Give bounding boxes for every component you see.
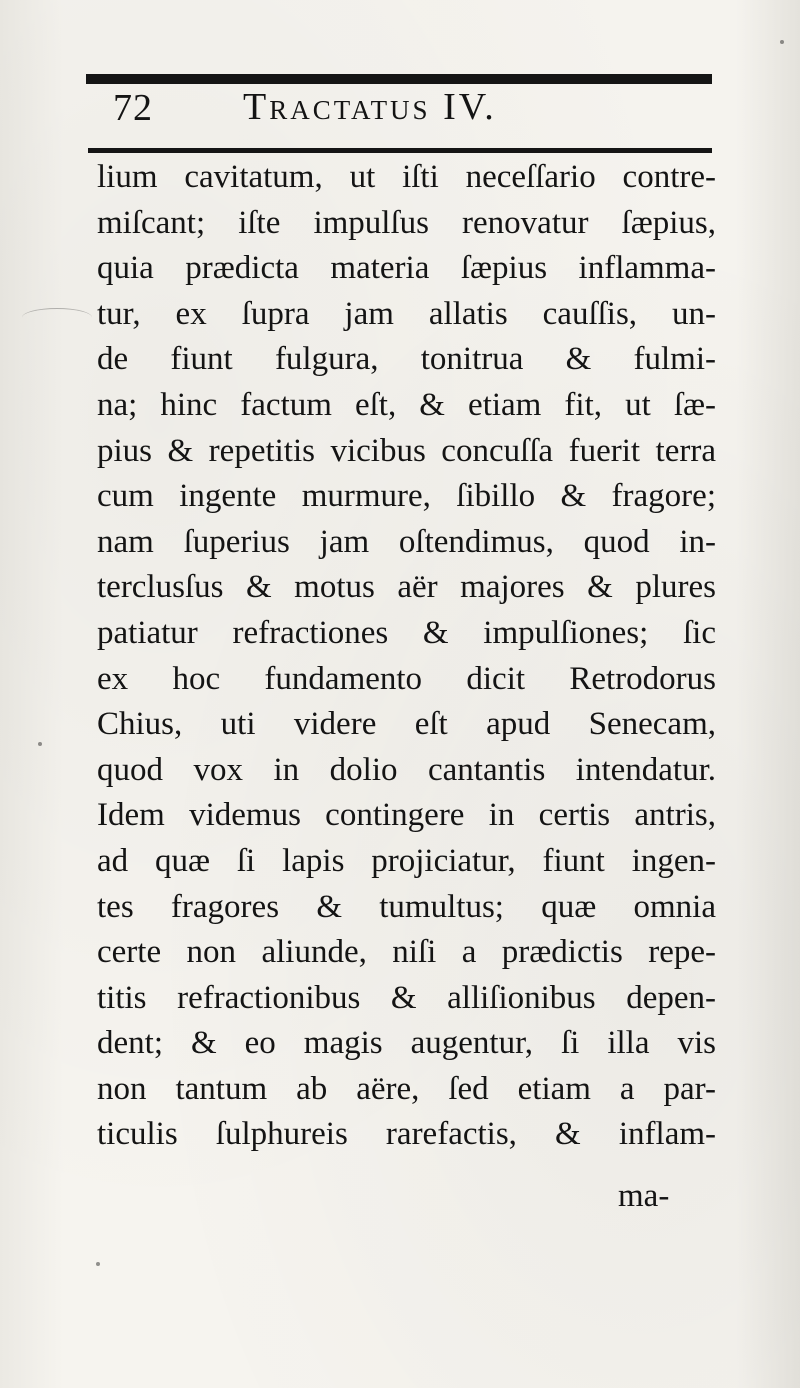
text-line: patiatur refractiones & impulſiones; ſic (97, 614, 716, 651)
text-line: dent; & eo magis augentur, ſi illa vis (97, 1025, 716, 1062)
text-line: miſcant; iſte impulſus renovatur ſæpius, (97, 204, 716, 241)
text-line: tur, ex ſupra jam allatis cauſſis, un- (97, 295, 716, 332)
text-line: cum ingente murmure, ſibillo & fragore; (97, 478, 716, 515)
body-text (97, 155, 716, 1158)
text-line: titis refractionibus & alliſionibus depen- (97, 979, 716, 1016)
paper-smudge (22, 308, 92, 327)
running-title: Tractatus IV. (243, 86, 497, 128)
ink-speck (38, 742, 42, 746)
catchword: ma- (618, 1178, 670, 1214)
text-line: quia prædicta materia ſæpius inflamma- (97, 250, 716, 287)
text-line: ex hoc fundamento dicit Retrodorus (97, 660, 716, 697)
text-line: ad quæ ſi lapis projiciatur, fiunt ingen- (97, 842, 716, 879)
text-line: pius & repetitis vicibus concuſſa fuerit terra (97, 432, 716, 469)
text-line: non tantum ab aëre, ſed etiam a par- (97, 1070, 716, 1107)
page-header (113, 80, 713, 142)
text-line: Chius, uti videre eſt apud Senecam, (97, 706, 716, 743)
page-number: 72 (113, 87, 153, 129)
text-line: tes fragores & tumultus; quæ omnia (97, 888, 716, 925)
text-line: ticulis ſulphureis rarefactis, & inflam- (97, 1116, 716, 1153)
text-line: na; hinc factum eſt, & etiam fit, ut ſæ- (97, 386, 716, 423)
header-rule (88, 148, 712, 153)
ink-speck (780, 40, 784, 44)
text-line: terclusſus & motus aër majores & plures (97, 569, 716, 606)
text-line: de fiunt fulgura, tonitrua & fulmi- (97, 341, 716, 378)
ink-speck (96, 1262, 100, 1266)
text-line: Idem videmus contingere in certis antris, (97, 797, 716, 834)
text-line: certe non aliunde, niſi a prædictis repe- (97, 934, 716, 971)
text-line: quod vox in dolio cantantis intendatur. (97, 751, 716, 788)
text-line: nam ſuperius jam oſtendimus, quod in- (97, 523, 716, 560)
text-line: lium cavitatum, ut iſti neceſſario contre- (97, 159, 716, 195)
